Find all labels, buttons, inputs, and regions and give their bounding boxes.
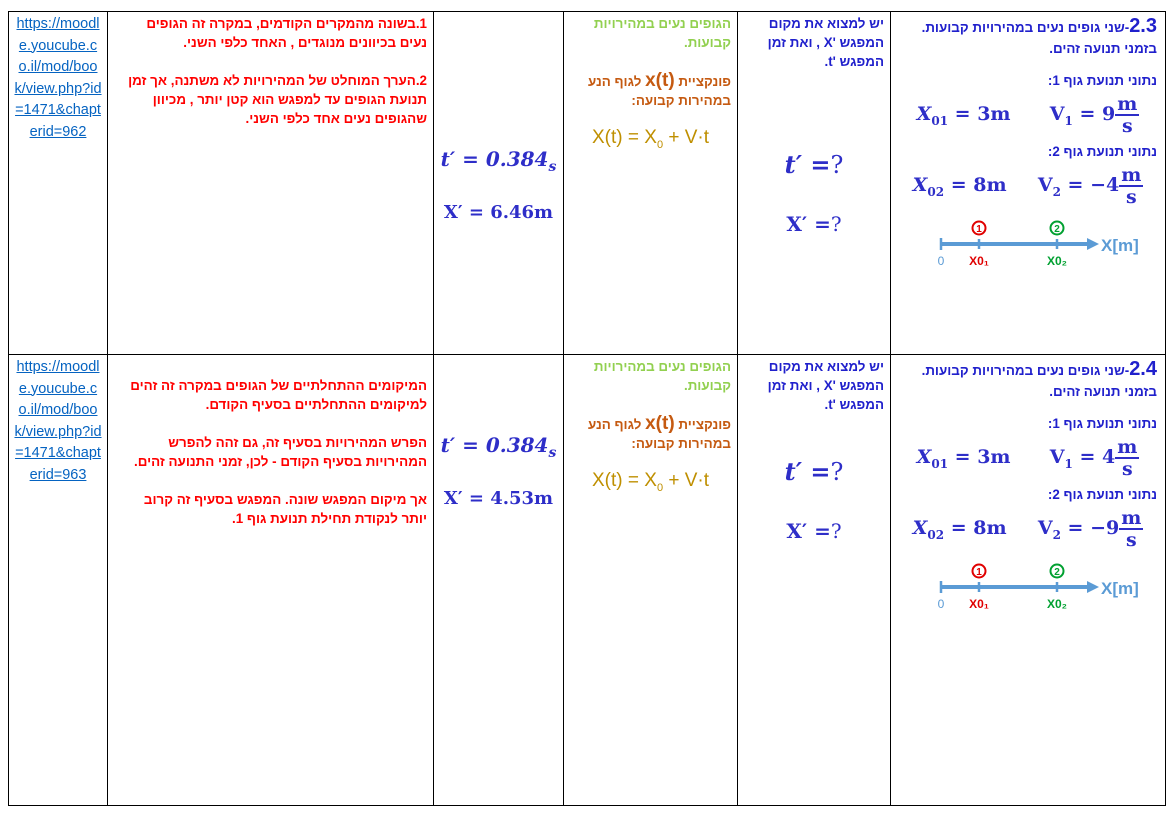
unit-num: m xyxy=(1117,436,1138,458)
velocity-2 xyxy=(1038,508,1144,550)
var: V xyxy=(1037,174,1053,196)
axis-label: X[m] xyxy=(1101,236,1139,255)
exercise-link[interactable]: https://moodle.youcube.co.il/mod/book/view.php?id=1471&chapterid=963 xyxy=(14,359,102,483)
formula-part: + V·t xyxy=(663,470,709,491)
unknown-time xyxy=(738,457,890,486)
var-value: = 3m xyxy=(948,102,1011,125)
position-axis-diagram xyxy=(937,219,1152,269)
unknown-position xyxy=(738,519,890,543)
body2-marker-label: 2 xyxy=(1054,224,1060,235)
hint-text: לגוף הנע במהירות קבועה: xyxy=(587,74,731,108)
unit-fraction xyxy=(1115,437,1139,479)
axis-arrow-icon xyxy=(1087,581,1099,593)
x01-label: X0₁ xyxy=(969,597,989,611)
answer-time-value: t′ = 0.384 xyxy=(440,433,549,457)
unknown-position xyxy=(738,212,890,236)
var-value: = 4 xyxy=(1072,446,1116,468)
motion-formula xyxy=(564,127,737,151)
motion-formula xyxy=(564,470,737,494)
unknown-time xyxy=(738,150,890,179)
explanation-paragraph: הפרש המהירויות בסעיף זה, גם זהה להפרש המהירויות בסעיף הקודם - לכן, זמני התנועה זהים. xyxy=(133,435,427,469)
var-sub: 02 xyxy=(927,184,945,199)
body1-data xyxy=(891,431,1165,485)
hint-constant-velocity: הגופים נעים במהירויות קבועות. xyxy=(593,359,731,393)
formula-subscript: 0 xyxy=(656,138,664,151)
unit-num: m xyxy=(1117,93,1138,115)
unit-fraction xyxy=(1119,165,1143,207)
question-mark: ? xyxy=(830,519,842,543)
hint-text: לגוף הנע במהירות קבועה: xyxy=(587,417,731,451)
link-cell xyxy=(9,355,108,806)
var-sub: 1 xyxy=(1064,113,1073,128)
var-sub: 01 xyxy=(931,456,949,471)
var-value: = −9 xyxy=(1060,517,1120,539)
formula-part: X(t) = X xyxy=(592,470,657,491)
formula-part: + V·t xyxy=(663,127,709,148)
unit-den: s xyxy=(1125,529,1137,551)
find-cell xyxy=(738,355,891,806)
x02-label: X0₂ xyxy=(1046,254,1068,268)
var: V xyxy=(1049,103,1065,125)
answer-time-unit: s xyxy=(548,159,557,175)
var: X xyxy=(916,102,932,125)
var-sub: 01 xyxy=(931,113,949,128)
explanation-paragraph: 1.בשונה מהמקרים הקודמים, במקרה זה הגופים נעים בכיוונים מנוגדים , האחד כלפי השני. xyxy=(146,16,427,50)
table-row xyxy=(9,12,1166,355)
var-sub: 02 xyxy=(927,527,945,542)
initial-position-2 xyxy=(913,517,1007,542)
unit-fraction xyxy=(1119,508,1143,550)
body1-marker-label: 1 xyxy=(976,567,982,578)
body1-marker-label: 1 xyxy=(976,224,982,235)
given-body1-label: נתוני תנועת גוף 1: xyxy=(1047,416,1157,431)
explanation-paragraph: 2.הערך המוחלט של המהירויות לא משתנה, אך זמן תנועת הגופים עד למפגש הוא קטן יותר , מכיוון שהגופים נעים אחד כלפי השני. xyxy=(128,73,427,126)
velocity-1 xyxy=(1050,437,1140,479)
task-number: 2.4 xyxy=(1129,358,1157,380)
question-mark: ? xyxy=(830,458,844,486)
axis-arrow-icon xyxy=(1087,238,1099,250)
answer-position: X′ = 6.46m xyxy=(443,202,554,223)
var-value: = 9 xyxy=(1072,103,1116,125)
find-instructions: יש למצוא את מקום המפגש 'X , ואת זמן המפגש 't. xyxy=(767,16,884,69)
unit-num: m xyxy=(1121,164,1142,186)
var-sub: 1 xyxy=(1064,456,1073,471)
explanation xyxy=(108,355,433,528)
given-body1-label: נתוני תנועת גוף 1: xyxy=(1047,73,1157,88)
var-value: = 3m xyxy=(948,445,1011,468)
answer-time xyxy=(434,433,563,461)
answer-position: X′ = 4.53m xyxy=(443,488,554,509)
unit-num: m xyxy=(1121,507,1142,529)
task-cell xyxy=(891,12,1166,355)
link-cell xyxy=(9,12,108,355)
exercise-link[interactable]: https://moodle.youcube.co.il/mod/book/view.php?id=1471&chapterid=962 xyxy=(14,16,102,140)
task-description: -שני גופים נעים במהירויות קבועות. בזמני תנועה זהים. xyxy=(921,20,1157,56)
var-value: = 8m xyxy=(944,173,1007,196)
task-number: 2.3 xyxy=(1129,15,1157,37)
hint-function xyxy=(564,71,737,110)
hint-constant-velocity: הגופים נעים במהירויות קבועות. xyxy=(593,16,731,50)
body2-marker-label: 2 xyxy=(1054,567,1060,578)
given-body2-label: נתוני תנועת גוף 2: xyxy=(1047,487,1157,502)
hint-text: פונקציית xyxy=(674,417,731,432)
var: V xyxy=(1049,446,1065,468)
unit-den: s xyxy=(1125,186,1137,208)
task-title xyxy=(891,355,1165,402)
task-title xyxy=(891,12,1165,59)
var: X xyxy=(912,173,928,196)
unknown-label: X′ = xyxy=(786,519,831,543)
answer-time xyxy=(434,147,563,175)
formula-part: X(t) = X xyxy=(592,127,657,148)
find-instructions: יש למצוא את מקום המפגש 'X , ואת זמן המפגש 't. xyxy=(767,359,884,412)
origin-label: 0 xyxy=(937,597,945,611)
x01-label: X0₁ xyxy=(969,254,989,268)
var: V xyxy=(1037,517,1053,539)
exercise-table xyxy=(8,11,1166,806)
x02-label: X0₂ xyxy=(1046,597,1068,611)
explanation xyxy=(108,12,433,128)
hint-function-name: x(t) xyxy=(645,70,675,91)
answer-time-value: t′ = 0.384 xyxy=(440,147,549,171)
initial-position-1 xyxy=(917,103,1011,128)
task-description: -שני גופים נעים במהירויות קבועות. בזמני תנועה זהים. xyxy=(921,363,1157,399)
var: X xyxy=(912,516,928,539)
position-axis-diagram xyxy=(937,562,1152,612)
unknown-label: X′ = xyxy=(786,212,831,236)
var-value: = 8m xyxy=(944,516,1007,539)
question-mark: ? xyxy=(830,212,842,236)
origin-label: 0 xyxy=(937,254,945,268)
initial-position-1 xyxy=(917,446,1011,471)
find-cell xyxy=(738,12,891,355)
explanation-cell xyxy=(108,12,434,355)
question-mark: ? xyxy=(830,151,844,179)
velocity-2 xyxy=(1038,165,1144,207)
body2-data xyxy=(891,159,1165,213)
var-sub: 2 xyxy=(1052,184,1061,199)
answer-time-unit: s xyxy=(548,445,557,461)
answer-cell xyxy=(434,355,564,806)
axis-label: X[m] xyxy=(1101,579,1139,598)
var: X xyxy=(916,445,932,468)
unit-den: s xyxy=(1121,115,1133,137)
unknown-label: t′ = xyxy=(784,150,831,179)
answer-cell xyxy=(434,12,564,355)
var-value: = −4 xyxy=(1060,174,1120,196)
task-cell xyxy=(891,355,1166,806)
hint-text: פונקציית xyxy=(674,74,731,89)
velocity-1 xyxy=(1050,94,1140,136)
formula-subscript: 0 xyxy=(656,481,664,494)
explanation-paragraph: אך מיקום המפגש שונה. המפגש בסעיף זה קרוב יותר לנקודת תחילת תנועת גוף 1. xyxy=(143,492,427,526)
var-sub: 2 xyxy=(1052,527,1061,542)
body1-data xyxy=(891,88,1165,142)
initial-position-2 xyxy=(913,174,1007,199)
hint-cell xyxy=(564,12,738,355)
unknown-label: t′ = xyxy=(784,457,831,486)
explanation-paragraph: המיקומים ההתחלתיים של הגופים במקרה זה זהים למיקומים ההתחלתיים בסעיף הקודם. xyxy=(130,378,427,412)
given-body2-label: נתוני תנועת גוף 2: xyxy=(1047,144,1157,159)
hint-function xyxy=(564,414,737,453)
explanation-cell xyxy=(108,355,434,806)
hint-cell xyxy=(564,355,738,806)
unit-fraction xyxy=(1115,94,1139,136)
hint-function-name: x(t) xyxy=(645,413,675,434)
body2-data xyxy=(891,502,1165,556)
table-row xyxy=(9,355,1166,806)
unit-den: s xyxy=(1121,458,1133,480)
